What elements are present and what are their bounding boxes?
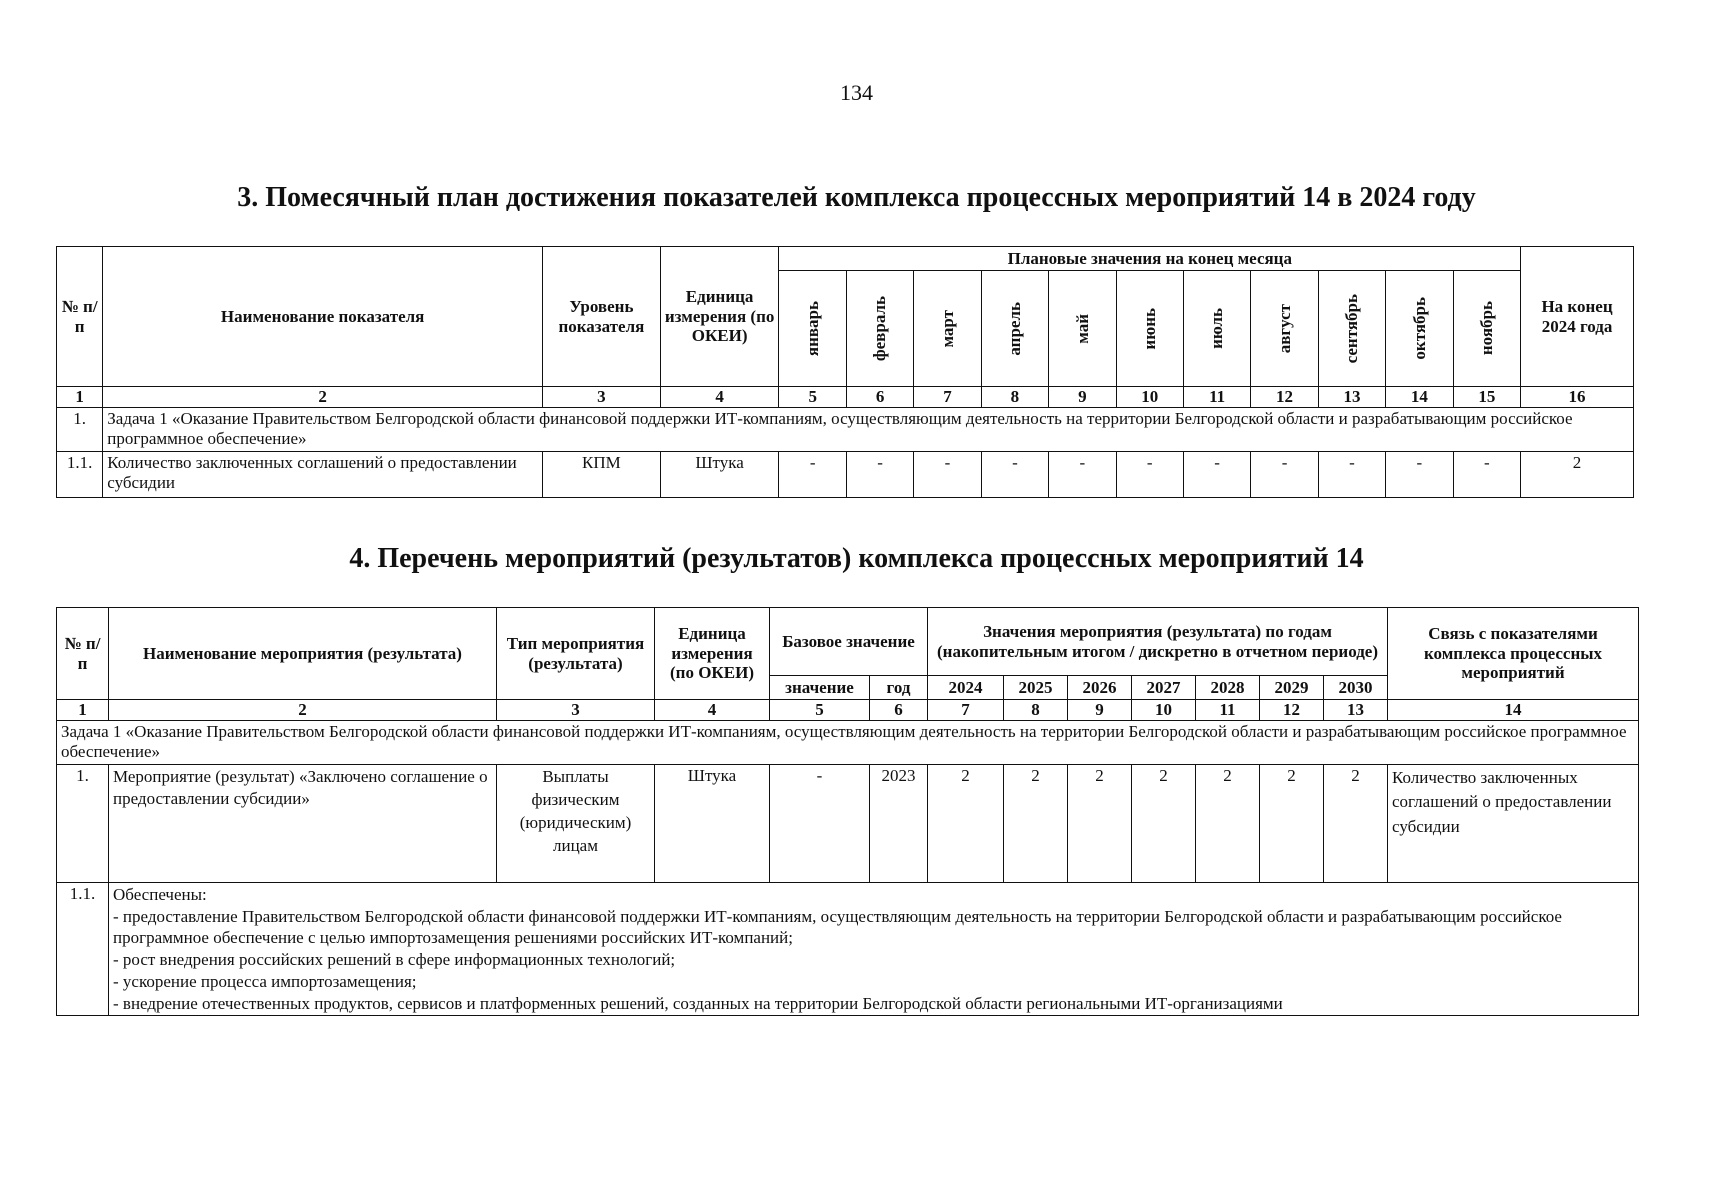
task-text: Задача 1 «Оказание Правительством Белгородской области финансовой поддержки ИТ-компаниям, осуществляющим деятельность на территории Белгородской области и разрабатывающим российское программное обеспечение»	[57, 721, 1639, 765]
base-value: -	[770, 764, 870, 882]
column-number: 3	[543, 387, 661, 408]
description-line: - ускорение процесса импортозамещения;	[113, 971, 417, 991]
column-number: 7	[914, 387, 981, 408]
year-value: 2	[1132, 764, 1196, 882]
header-planned-values: Плановые значения на конец месяца	[779, 247, 1521, 271]
header-year: 2026	[1068, 676, 1132, 700]
column-number: 10	[1132, 700, 1196, 721]
column-number: 4	[660, 387, 779, 408]
month-label: май	[1072, 313, 1092, 344]
header-year: 2025	[1004, 676, 1068, 700]
header-year: 2028	[1196, 676, 1260, 700]
description-number: 1.1.	[57, 882, 109, 1016]
column-number: 9	[1049, 387, 1116, 408]
page-number: 134	[840, 80, 873, 105]
month-value: -	[1183, 451, 1250, 497]
column-number: 9	[1068, 700, 1132, 721]
task-text: Задача 1 «Оказание Правительством Белгородской области финансовой поддержки ИТ-компаниям, осуществляющим деятельность на территории Белгородской области и разрабатывающим российское программное обеспечение»	[103, 408, 1634, 452]
year-value: 2	[928, 764, 1004, 882]
column-number: 3	[497, 700, 655, 721]
month-value: -	[1251, 451, 1318, 497]
month-value: -	[1318, 451, 1385, 497]
header-end-of-year: На конец 2024 года	[1521, 247, 1634, 387]
column-number: 11	[1183, 387, 1250, 408]
month-label: август	[1274, 303, 1294, 354]
month-label: март	[937, 309, 957, 348]
header-base-value: Базовое значение	[770, 608, 928, 676]
base-year: 2023	[870, 764, 928, 882]
indicator-name: Количество заключенных соглашений о предоставлении субсидии	[103, 451, 543, 497]
header-year: 2027	[1132, 676, 1196, 700]
month-value: -	[1049, 451, 1116, 497]
year-value: 2	[1196, 764, 1260, 882]
column-number: 8	[981, 387, 1048, 408]
header-month	[1251, 271, 1318, 387]
measure-name: Мероприятие (результат) «Заключено соглашение о предоставлении субсидии»	[109, 764, 497, 882]
column-number: 14	[1386, 387, 1453, 408]
month-value: -	[914, 451, 981, 497]
description-line: - рост внедрения российских решений в сфере информационных технологий;	[113, 950, 676, 970]
header-month	[914, 271, 981, 387]
task-number: 1.	[57, 408, 103, 452]
table-row	[57, 451, 1634, 497]
header-month	[1183, 271, 1250, 387]
header-num: № п/п	[57, 608, 109, 700]
header-measure-name: Наименование мероприятия (результата)	[109, 608, 497, 700]
year-value: 2	[1260, 764, 1324, 882]
header-month	[846, 271, 913, 387]
measure-unit: Штука	[655, 764, 770, 882]
year-value: 2	[1324, 764, 1388, 882]
description-line: - внедрение отечественных продуктов, сервисов и платформенных решений, созданных на территории Белгородской области региональными ИТ-организациями	[113, 993, 1283, 1013]
monthly-plan-table	[56, 246, 1634, 498]
month-value: -	[846, 451, 913, 497]
column-number: 11	[1196, 700, 1260, 721]
task-row	[57, 721, 1639, 765]
header-month	[1453, 271, 1521, 387]
end-of-year-value: 2	[1521, 451, 1634, 497]
column-number: 8	[1004, 700, 1068, 721]
table-row	[57, 764, 1639, 882]
column-number: 2	[109, 700, 497, 721]
month-value: -	[1386, 451, 1453, 497]
month-value: -	[779, 451, 846, 497]
column-number: 4	[655, 700, 770, 721]
column-number: 12	[1260, 700, 1324, 721]
header-base-value-value: значение	[770, 676, 870, 700]
column-number: 2	[103, 387, 543, 408]
header-values-by-year: Значения мероприятия (результата) по годам (накопительным итогом / дискретно в отчетном периоде)	[928, 608, 1388, 676]
column-number-row	[57, 700, 1639, 721]
header-indicator-name: Наименование показателя	[103, 247, 543, 387]
month-value: -	[1453, 451, 1521, 497]
month-label: январь	[802, 300, 822, 357]
column-number: 10	[1116, 387, 1183, 408]
header-base-value-year: год	[870, 676, 928, 700]
year-value: 2	[1068, 764, 1132, 882]
header-num: № п/п	[57, 247, 103, 387]
header-indicator-link: Связь с показателями комплекса процессных мероприятий	[1388, 608, 1639, 700]
column-number: 15	[1453, 387, 1521, 408]
description-line: - предоставление Правительством Белгородской области финансовой поддержки ИТ-компаниям, осуществляющим деятельность на территории Белгородской области и разрабатывающим российское программное обеспечение с целью импортозамещения решениями российских ИТ-компаний;	[113, 906, 1562, 948]
month-label: ноябрь	[1477, 301, 1497, 356]
month-label: сентябрь	[1342, 293, 1362, 364]
header-measure-type: Тип мероприятия (результата)	[497, 608, 655, 700]
header-month	[981, 271, 1048, 387]
month-value: -	[981, 451, 1048, 497]
column-number: 5	[770, 700, 870, 721]
column-number-row	[57, 387, 1634, 408]
header-month	[1049, 271, 1116, 387]
indicator-level: КПМ	[543, 451, 661, 497]
month-label: июнь	[1139, 307, 1159, 350]
header-year: 2029	[1260, 676, 1324, 700]
column-number: 6	[846, 387, 913, 408]
header-indicator-level: Уровень показателя	[543, 247, 661, 387]
column-number: 1	[57, 700, 109, 721]
header-year: 2030	[1324, 676, 1388, 700]
row-number: 1.	[57, 764, 109, 882]
year-value: 2	[1004, 764, 1068, 882]
measure-type: Выплаты физическим (юридическим) лицам	[497, 764, 655, 882]
description-row	[57, 882, 1639, 1016]
description-line: Обеспечены:	[113, 884, 207, 904]
column-number: 6	[870, 700, 928, 721]
measures-list-table	[56, 607, 1639, 1016]
month-label: октябрь	[1409, 297, 1429, 360]
header-month	[1116, 271, 1183, 387]
month-value: -	[1116, 451, 1183, 497]
header-month	[1318, 271, 1385, 387]
month-label: апрель	[1005, 301, 1025, 356]
header-year: 2024	[928, 676, 1004, 700]
description-text	[109, 882, 1639, 1016]
task-row	[57, 408, 1634, 452]
column-number: 12	[1251, 387, 1318, 408]
column-number: 1	[57, 387, 103, 408]
column-number: 7	[928, 700, 1004, 721]
month-label: июль	[1207, 308, 1227, 349]
section-4-title: 4. Перечень мероприятий (результатов) комплекса процессных мероприятий 14	[349, 543, 1364, 574]
month-label: февраль	[870, 295, 890, 362]
column-number: 13	[1324, 700, 1388, 721]
header-month	[779, 271, 846, 387]
column-number: 14	[1388, 700, 1639, 721]
section-3-title: 3. Помесячный план достижения показателей комплекса процессных мероприятий 14 в 2024 году	[237, 182, 1476, 213]
row-number: 1.1.	[57, 451, 103, 497]
header-unit: Единица измерения (по ОКЕИ)	[660, 247, 779, 387]
header-month	[1386, 271, 1453, 387]
column-number: 16	[1521, 387, 1634, 408]
column-number: 5	[779, 387, 846, 408]
indicator-unit: Штука	[660, 451, 779, 497]
column-number: 13	[1318, 387, 1385, 408]
indicator-link: Количество заключенных соглашений о предоставлении субсидии	[1388, 764, 1639, 882]
header-unit: Единица измерения (по ОКЕИ)	[655, 608, 770, 700]
